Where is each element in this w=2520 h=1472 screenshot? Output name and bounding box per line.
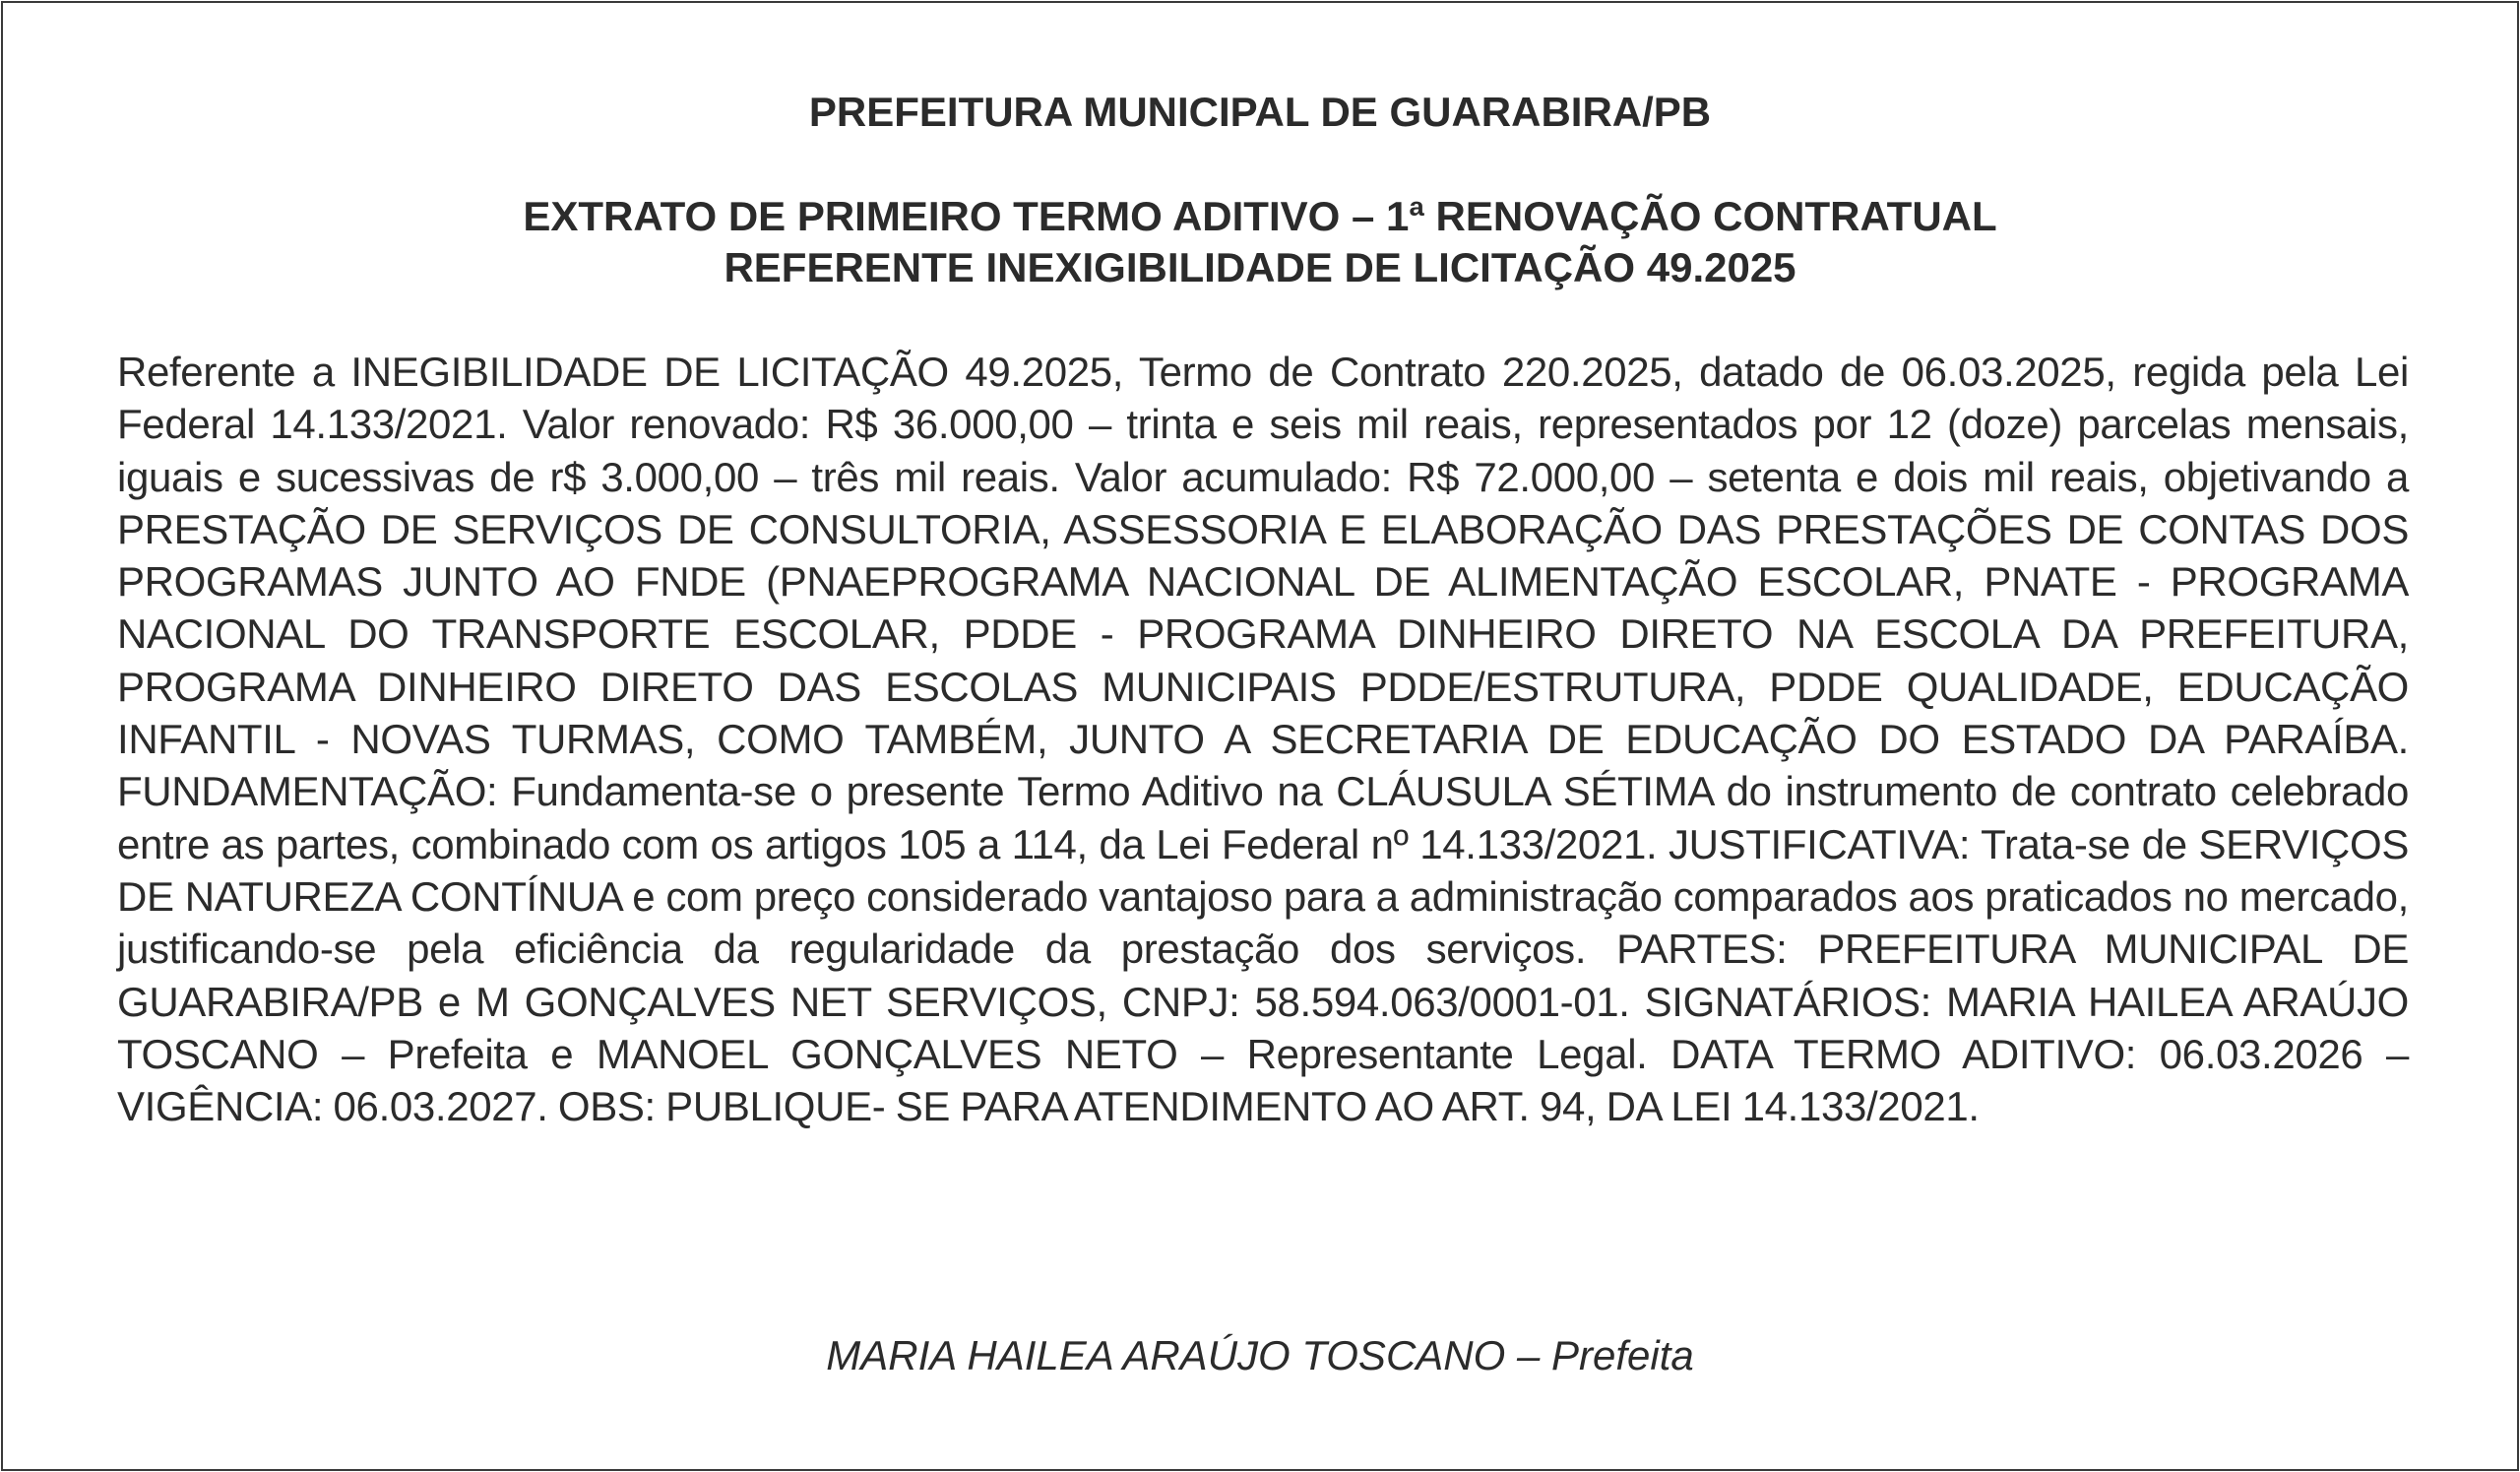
subheading-line-1: EXTRATO DE PRIMEIRO TERMO ADITIVO – 1ª RENOVAÇÃO CONTRATUAL (523, 193, 1997, 239)
document-header: PREFEITURA MUNICIPAL DE GUARABIRA/PB (808, 89, 1712, 135)
document-subheading (3, 191, 2517, 293)
document-body: Referente a INEGIBILIDADE DE LICITAÇÃO 49.2025, Termo de Contrato 220.2025, datado de 06.03.2025, regida pela Lei Federal 14.133/2021. Valor renovado: R$ 36.000,00 – trinta e seis mil reais, representados por 12 (doze) parcelas mensais, iguais e sucessivas de r$ 3.000,00 – três mil reais. Valor acumulado: R$ 72.000,00 – setenta e dois mil reais, objetivando a PRESTAÇÃO DE SERVIÇOS DE CONSULTORIA, ASSESSORIA E ELABORAÇÃO DAS PRESTAÇÕES DE CONTAS DOS PROGRAMAS JUNTO AO FNDE (PNAEPROGRAMA NACIONAL DE ALIMENTAÇÃO ESCOLAR, PNATE - PROGRAMA NACIONAL DO TRANSPORTE ESCOLAR, PDDE - PROGRAMA DINHEIRO DIRETO NA ESCOLA DA PREFEITURA, PROGRAMA DINHEIRO DIRETO DAS ESCOLAS MUNICIPAIS PDDE/ESTRUTURA, PDDE QUALIDADE, EDUCAÇÃO INFANTIL - NOVAS TURMAS, COMO TAMBÉM, JUNTO A SECRETARIA DE EDUCAÇÃO DO ESTADO DA PARAÍBA. FUNDAMENTAÇÃO: Fundamenta-se o presente Termo Aditivo na CLÁUSULA SÉTIMA do instrumento de contrato celebrado entre as partes, combinado com os artigos 105 a 114, da Lei Federal nº 14.133/2021. JUSTIFICATIVA: Trata-se de SERVIÇOS DE NATUREZA CONTÍNUA e com preço considerado vantajoso para a administração comparados aos praticados no mercado, justificando-se pela eficiência da regularidade da prestação dos serviços. PARTES: PREFEITURA MUNICIPAL DE GUARABIRA/PB e M GONÇALVES NET SERVIÇOS, CNPJ: 58.594.063/0001-01. SIGNATÁRIOS: MARIA HAILEA ARAÚJO TOSCANO – Prefeita e MANOEL GONÇALVES NETO – Representante Legal. DATA TERMO ADITIVO: 06.03.2026 – VIGÊNCIA: 06.03.2027. OBS: PUBLIQUE- SE PARA ATENDIMENTO AO ART. 94, DA LEI 14.133/2021. (117, 349, 2409, 1130)
document-frame (1, 1, 2519, 1471)
signature-line: MARIA HAILEA ARAÚJO TOSCANO – Prefeita (826, 1332, 1694, 1378)
subheading-line-2: REFERENTE INEXIGIBILIDADE DE LICITAÇÃO 49.2025 (724, 244, 1796, 290)
